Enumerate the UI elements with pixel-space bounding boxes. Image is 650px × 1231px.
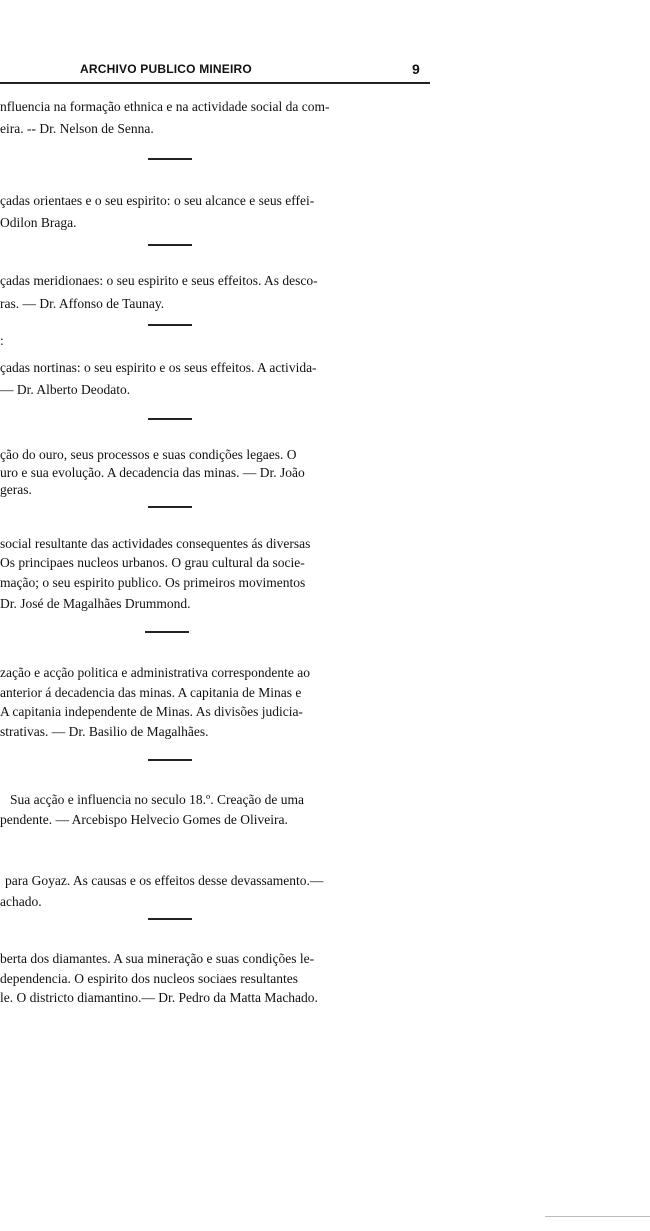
text-line: nfluencia na formação ethnica e na actividade social da com- [0,99,330,114]
text-line: social resultante das actividades consequentes ás diversas [0,536,311,551]
text-line: çadas nortinas: o seu espirito e os seus effeitos. A activida- [0,360,317,375]
text-line: Os principaes nucleos urbanos. O grau cultural da socie- [0,555,305,570]
section-divider [148,324,192,326]
text-line: çadas orientaes e o seu espirito: o seu alcance e seus effei- [0,193,315,208]
section-divider [148,158,192,160]
text-line: ras. — Dr. Affonso de Taunay. [0,296,165,311]
text-line: anterior á decadencia das minas. A capitania de Minas e [0,685,302,700]
text-line: Dr. José de Magalhães Drummond. [0,596,191,611]
section-divider [148,759,192,761]
text-line: uro e sua evolução. A decadencia das minas. — Dr. João [0,465,305,480]
text-line: berta dos diamantes. A sua mineração e suas condições le- [0,951,315,966]
text-line: strativas. — Dr. Basilio de Magalhães. [0,724,209,739]
text-line: Odilon Braga. [0,215,77,230]
text-line: ção do ouro, seus processos e suas condições legaes. O [0,447,297,462]
text-line: le. O districto diamantino.— Dr. Pedro da Matta Machado. [0,990,318,1005]
text-line: : [0,333,4,348]
text-line: eira. -- Dr. Nelson de Senna. [0,121,154,136]
section-divider [148,918,192,920]
text-line: geras. [0,482,32,497]
section-divider [145,631,189,633]
text-line: Sua acção e influencia no seculo 18.º. Creação de uma [10,792,304,807]
section-divider [148,418,192,420]
text-line: — Dr. Alberto Deodato. [0,382,131,397]
text-line: çadas meridionaes: o seu espirito e seus effeitos. As desco- [0,273,318,288]
text-line: mação; o seu espirito publico. Os primeiros movimentos [0,575,306,590]
text-line: para Goyaz. As causas e os effeitos desse devassamento.— [5,873,324,888]
text-line: achado. [0,894,42,909]
page-edge-rule [545,1216,650,1217]
text-line: dependencia. O espirito dos nucleos sociaes resultantes [0,971,299,986]
page-number: 9 [412,61,420,77]
header-rule [0,82,430,84]
text-line: A capitania independente de Minas. As divisões judicia- [0,704,303,719]
running-header [0,62,430,82]
section-divider [148,506,192,508]
section-divider [148,244,192,246]
text-line: pendente. — Arcebispo Helvecio Gomes de Oliveira. [0,812,288,827]
header-title: ARCHIVO PUBLICO MINEIRO [80,62,252,76]
text-line: zação e acção politica e administrativa correspondente ao [0,665,310,680]
